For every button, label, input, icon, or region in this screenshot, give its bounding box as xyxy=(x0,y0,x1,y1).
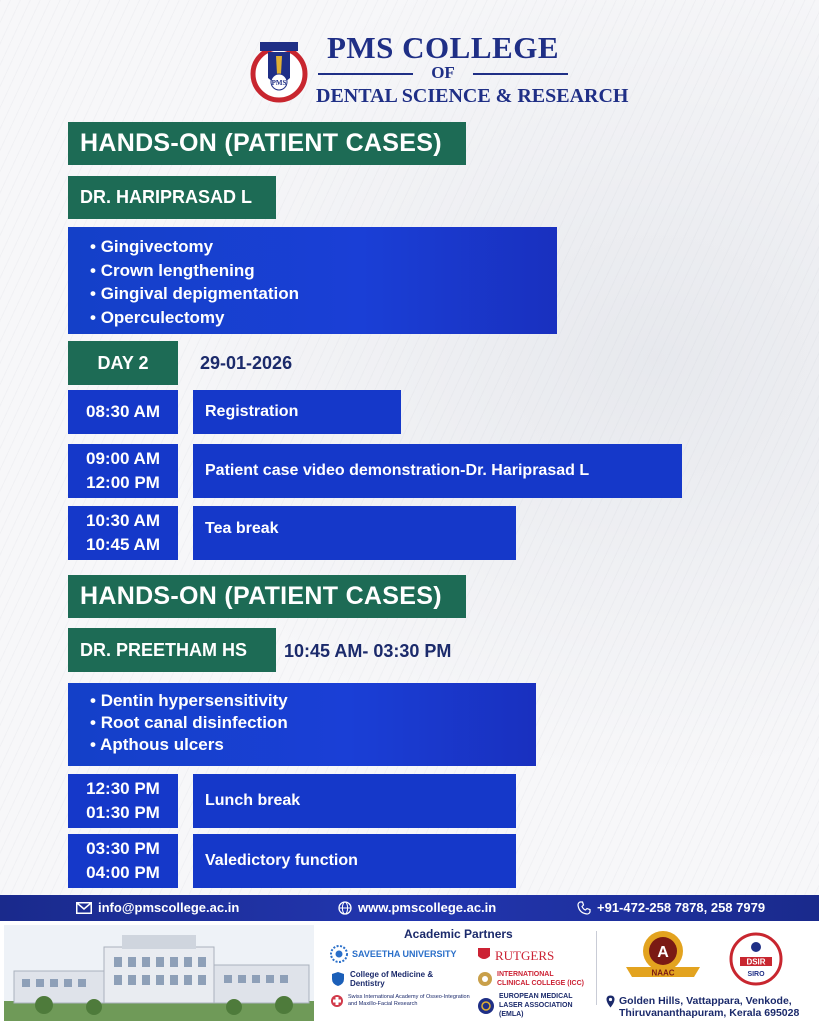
event-demonstration: Patient case video demonstration-Dr. Hariprasad L xyxy=(193,444,682,498)
session-time-range: 10:45 AM- 03:30 PM xyxy=(284,641,452,661)
topics-list-2 xyxy=(68,683,536,756)
contact-phone[interactable] xyxy=(577,900,765,915)
academic-partners-title: Academic Partners xyxy=(404,927,513,941)
footer xyxy=(0,921,819,1024)
email-text: info@pmscollege.ac.in xyxy=(98,900,240,915)
globe-icon xyxy=(338,901,352,915)
dsir-label-text: DSIR xyxy=(746,957,766,967)
partner-rutgers: RUTGERS xyxy=(477,947,587,963)
partner-swiss-academy: Swiss International Academy of Osseo-Integration and Maxillo-Facial Research xyxy=(330,994,480,1008)
mail-icon xyxy=(76,902,92,914)
topics-list-1 xyxy=(68,227,557,329)
time-end: 01:30 PM xyxy=(86,803,160,822)
contact-website[interactable] xyxy=(338,900,496,915)
divider xyxy=(473,73,568,75)
partner-icc: INTERNATIONAL CLINICAL COLLEGE (ICC) xyxy=(477,970,587,988)
time-start: 12:30 PM xyxy=(86,779,160,798)
website-text: www.pmscollege.ac.in xyxy=(358,900,497,915)
time-slot-valedictory xyxy=(68,834,178,888)
shield-icon xyxy=(330,971,346,987)
college-of-text: OF xyxy=(431,63,455,82)
divider xyxy=(596,931,597,1005)
list-item: • Apthous ulcers xyxy=(90,734,536,756)
time-start: 08:30 AM xyxy=(85,402,160,421)
doctor-name-hariprasad: DR. HARIPRASAD L xyxy=(68,176,276,219)
location-pin-icon xyxy=(606,995,615,1008)
time-start: 10:30 AM xyxy=(85,511,160,530)
naac-label-text: NAAC xyxy=(651,968,675,978)
list-item: • Gingival depigmentation xyxy=(90,282,557,306)
time-end: 10:45 AM xyxy=(85,535,160,554)
time-start: 09:00 AM xyxy=(85,449,160,468)
dsir-siro-badge xyxy=(728,931,784,987)
day-date: 29-01-2026 xyxy=(200,353,293,373)
swiss-academy-logo-icon xyxy=(330,994,344,1008)
time-end: 12:00 PM xyxy=(86,473,160,492)
time-slot-demonstration xyxy=(68,444,178,498)
contact-bar xyxy=(0,895,819,921)
address-line1: Golden Hills, Vattappara, Venkode, xyxy=(619,995,792,1007)
doctor-name-preetham: DR. PREETHAM HS xyxy=(68,628,276,672)
college-address xyxy=(606,995,799,1019)
time-slot-lunch xyxy=(68,774,178,828)
rutgers-shield-icon xyxy=(477,947,491,963)
partner-emla: EUROPEAN MEDICAL LASER ASSOCIATION (EMLA) xyxy=(477,992,592,1019)
section-title-hands-on-2: HANDS-ON (PATIENT CASES) xyxy=(68,575,466,618)
icc-logo-icon xyxy=(477,971,493,987)
event-registration: Registration xyxy=(193,390,401,434)
college-emblem-icon xyxy=(250,38,308,108)
siro-label-text: SIRO xyxy=(747,971,765,978)
list-item: • Gingivectomy xyxy=(90,235,557,259)
phone-text: +91-472-258 7878, 258 7979 xyxy=(597,900,766,915)
saveetha-logo-icon xyxy=(330,945,348,963)
list-item: • Dentin hypersensitivity xyxy=(90,690,536,712)
emblem-text: PMS xyxy=(271,79,287,87)
time-slot-registration xyxy=(68,390,178,434)
partner-saveetha: SAVEETHA UNIVERSITY xyxy=(330,945,460,963)
time-end: 04:00 PM xyxy=(86,863,160,882)
phone-icon xyxy=(577,901,591,915)
topics-box-2 xyxy=(68,683,536,766)
naac-badge xyxy=(618,927,708,989)
emla-logo-icon xyxy=(477,997,495,1015)
event-valedictory: Valedictory function xyxy=(193,834,516,888)
topics-box-1 xyxy=(68,227,557,334)
campus-building-image xyxy=(4,925,314,1021)
time-slot-tea-break xyxy=(68,506,178,560)
event-lunch: Lunch break xyxy=(193,774,516,828)
time-start: 03:30 PM xyxy=(86,839,160,858)
list-item: • Operculectomy xyxy=(90,306,557,330)
college-name-line2 xyxy=(318,63,568,83)
day-label: DAY 2 xyxy=(68,341,178,385)
event-tea-break: Tea break xyxy=(193,506,516,560)
partner-college-of-medicine: College of Medicine & Dentistry xyxy=(330,970,460,988)
contact-email[interactable] xyxy=(76,900,239,915)
college-name-line3: DENTAL SCIENCE & RESEARCH xyxy=(316,85,629,107)
list-item: • Crown lengthening xyxy=(90,259,557,283)
college-name-line1: PMS COLLEGE xyxy=(326,30,559,65)
naac-grade-text: A xyxy=(657,944,669,961)
list-item: • Root canal disinfection xyxy=(90,712,536,734)
section-title-hands-on-1: HANDS-ON (PATIENT CASES) xyxy=(68,122,466,165)
address-line2: Thiruvananthapuram, Kerala 695028 xyxy=(619,1007,800,1019)
